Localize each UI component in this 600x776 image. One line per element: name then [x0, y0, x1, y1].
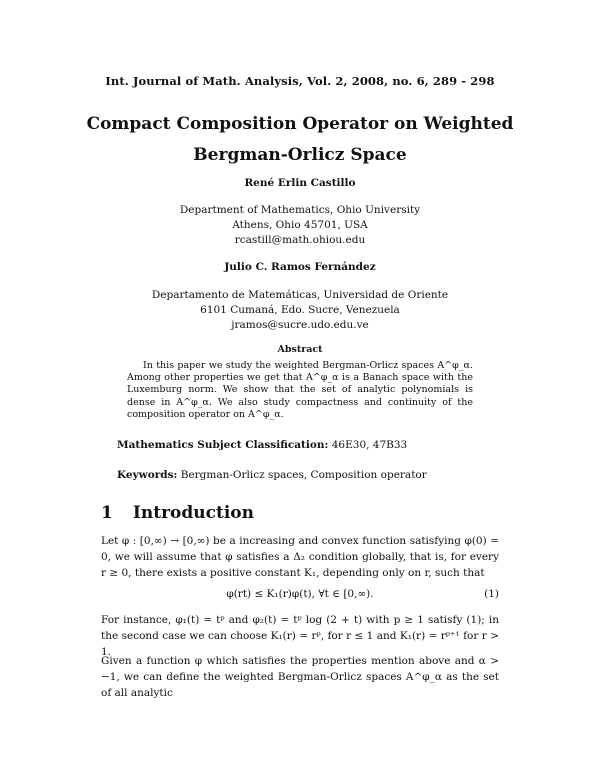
section-heading: [101, 503, 254, 523]
equation-number: (1): [484, 588, 499, 600]
paper-title-line-2: Bergman-Orlicz Space: [193, 145, 407, 165]
msc-line: [117, 439, 407, 451]
author-affiliation: Department of Mathematics, Ohio University: [179, 204, 421, 216]
keywords-value: Bergman-Orlicz spaces, Composition operator: [180, 469, 427, 481]
abstract-text: In this paper we study the weighted Bergman-Orlicz spaces A^φ_α. Among other properties we get that A^φ_α is a Banach space with the Luxemburg norm. We show that the set of analytic polynomials is dense in A^φ_α. We also study compactness and continuity of the composition operator on A^φ_α.: [127, 360, 473, 420]
author-address: 6101 Cumaná, Edo. Sucre, Venezuela: [200, 304, 400, 316]
keywords-label: Keywords:: [117, 469, 178, 481]
author-name: René Erlin Castillo: [244, 177, 356, 189]
author-affiliation: Departamento de Matemáticas, Universidad de Oriente: [151, 289, 449, 301]
paragraph-text: For instance, φ₁(t) = tᵖ and φ₂(t) = tᵖ log (2 + t) with p ≥ 1 satisfy (1); in the second case we can choose K₁(r) = rᵖ, for r ≤ 1 and K₁(r) = rᵖ⁺¹ for r > 1.: [101, 614, 499, 659]
author-email: jramos@sucre.udo.edu.ve: [231, 319, 369, 331]
paragraph-text: Given a function φ which satisfies the properties mention above and α > −1, we can define the weighted Bergman-Orlicz spaces A^φ_α as the set of all analytic: [101, 655, 499, 700]
section-title: Introduction: [132, 503, 254, 523]
abstract-heading: Abstract: [277, 344, 323, 355]
author-email: rcastill@math.ohiou.edu: [234, 234, 366, 246]
journal-citation: Int. Journal of Math. Analysis, Vol. 2, 2008, no. 6, 289 - 298: [105, 74, 495, 88]
paragraph-text: Let φ : [0,∞) → [0,∞) be a increasing and convex function satisfying φ(0) = 0, we will assume that φ satisfies a Δ₂ condition globally, that is, for every r ≥ 0, there exists a positive constant K₁, depending only on r, such that: [101, 535, 499, 580]
abstract-body: [127, 360, 473, 421]
intro-paragraph-3: [101, 653, 499, 702]
author-address: Athens, Ohio 45701, USA: [232, 219, 368, 231]
keywords-line: [117, 469, 427, 481]
section-number: 1: [101, 503, 113, 523]
msc-label: Mathematics Subject Classification:: [117, 439, 329, 451]
paper-title-line-1: Compact Composition Operator on Weighted: [86, 114, 514, 134]
msc-value: 46E30, 47B33: [331, 439, 408, 451]
intro-paragraph-1: [101, 533, 499, 582]
author-name: Julio C. Ramos Fernández: [224, 261, 376, 273]
equation-body: φ(rt) ≤ K₁(r)φ(t), ∀t ∈ [0,∞).: [226, 588, 374, 600]
